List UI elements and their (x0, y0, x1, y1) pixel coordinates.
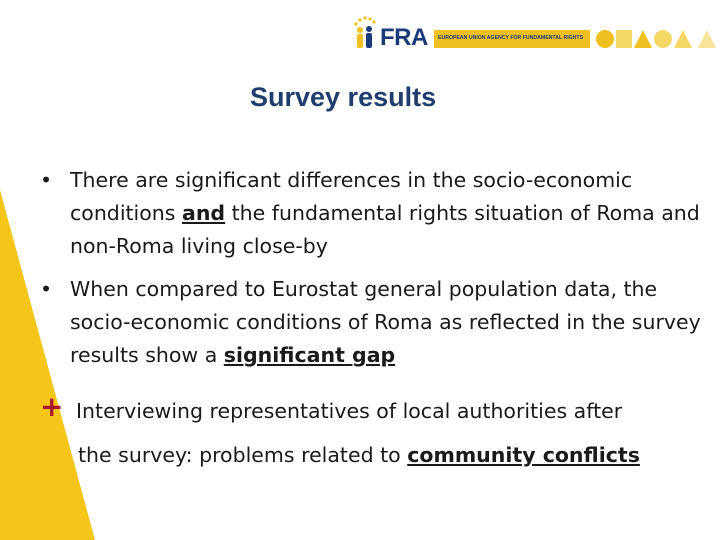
bullet-text-pre: When compared to Eurostat general population data, the socio-economic conditions of Roma as reflected in the survey results show a (70, 277, 701, 367)
slide-title: Survey results (250, 82, 437, 112)
plus-item-emphasis: community conflicts (407, 443, 640, 467)
bullet-dot-icon: • (40, 168, 53, 192)
plus-icon: + (40, 390, 64, 423)
plus-item-line2 (40, 438, 710, 472)
bullet-text-emphasis: and (181, 201, 226, 225)
plus-item-line1 (40, 390, 710, 428)
fra-wordmark: FRA (380, 24, 428, 51)
bullet-text-emphasis: significant gap (223, 343, 396, 367)
plus-item (40, 390, 710, 472)
bullet-text-pre: There are significant differences in the socio-economic conditions (70, 168, 633, 225)
bullet-dot-icon: • (40, 277, 53, 301)
bullet-item (40, 273, 710, 372)
bullet-text-post: the fundamental rights situation of Roma and non-Roma living close-by (70, 201, 700, 258)
bullet-list (40, 164, 710, 372)
plus-item-text: Interviewing representatives of local authorities after (76, 399, 623, 423)
plus-item-text-pre: the survey: problems related to (78, 443, 408, 467)
fra-logo (350, 14, 720, 54)
bullet-item (40, 164, 710, 263)
logo-tagline: EUROPEAN UNION AGENCY FOR FUNDAMENTAL RIGHTS (438, 35, 584, 41)
